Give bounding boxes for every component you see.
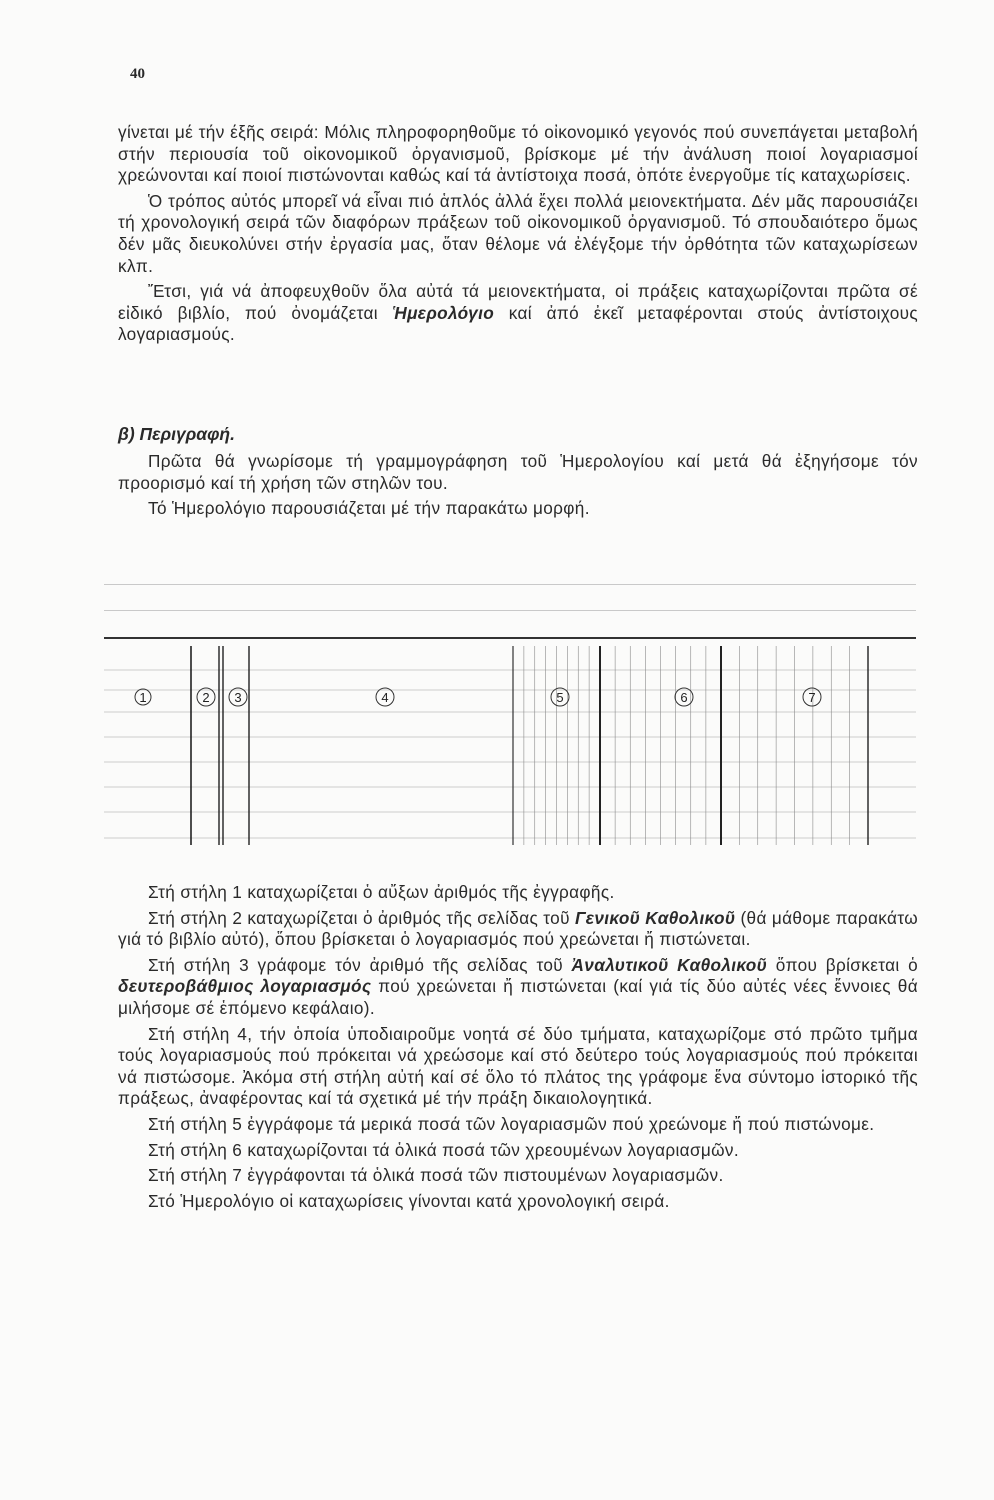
intro-paragraph-1: γίνεται μέ τήν έξῆς σειρά: Μόλις πληροφορηθοῦμε τό οἰκονομικό γεγονός πού συνεπάγεται μεταβολή στήν περιουσία τοῦ οἰκονομικοῦ ὀργανισμοῦ, βρίσκομε μέ τήν ἀνάλυση ποιοί λογαριασμοί χρεώνονται καί ποιοί πιστώνονται καθώς καί τά ἀντίστοιχα ποσά, ὁπότε ἐνεργοῦμε τίς καταχωρίσεις. [118,122,918,186]
column-number-3 [229,688,247,706]
column-3-part-2: ὅπου βρίσκεται ὁ [767,954,919,975]
column-number-5-label: 5 [556,690,564,705]
column-number-3-label: 3 [234,690,242,705]
column-7-paragraph: Στή στήλη 7 ἐγγράφονται τά ὁλικά ποσά τῶν πιστουμένων λογαριασμῶν. [148,1165,724,1186]
closing-paragraph: Στό Ἡμερολόγιο οἱ καταχωρίσεις γίνονται κατά χρονολογική σειρά. [148,1190,670,1211]
column-3-part-3: πού χρεώνεται ἤ πιστώνεται (καί γιά τίς δύο αὐτές νέες ἔννοιες θά μιλήσομε σέ ἑπόμενο κεφάλαιο). [118,976,918,1018]
intro-paragraph-3-part-1: Ἔτσι, γιά νά ἀποφευχθοῦν ὅλα αὐτά τά μειονεκτήματα, οἱ πράξεις καταχωρίζονται πρῶτα σέ εἰδικό βιβλίο, πού ὀνομάζεται [118,281,918,323]
section-heading: β) Περιγραφή. [118,424,235,444]
column-5-paragraph: Στή στήλη 5 ἐγγράφομε τά μερικά ποσά τῶν λογαριασμῶν πού χρεώνομε ἤ πού πιστώνομε. [148,1113,875,1134]
column-number-5 [551,688,569,706]
column-number-4-label: 4 [381,690,389,705]
description-paragraph-1: Πρῶτα θά γνωρίσομε τή γραμμογράφηση τοῦ Ἡμερολογίου καί μετά θά ἐξηγήσομε τόν προορισμό καί τή χρήση τῶν στηλῶν του. [118,451,918,493]
column-4-paragraph: Στή στήλη 4, τήν ὁποία ὑποδιαιροῦμε νοητά σέ δύο τμήματα, καταχωρίζομε στό πρῶτο τμῆμα τούς λογαριασμούς πού πρόκειται νά χρεώσομε καί στό δεύτερο τούς λογαριασμούς πού πρόκειται νά πιστώσομε. Ἀκόμα στή στήλη αὐτή καί σέ ὅλο τό πλάτος της γράφομε ἕνα σύντομο ἱστορικό τῆς πράξεως, ἀναφέροντας καί τά σχετικά μέ τήν πράξη δικαιολογητικά. [118,1023,918,1109]
page-number: 40 [130,66,145,82]
emphasis-deuterovathmios: δευτεροβάθμιος λογαριασμός [118,976,372,997]
column-1-paragraph: Στή στήλη 1 καταχωρίζεται ὁ αὔξων ἀριθμός τῆς ἐγγραφῆς. [148,882,615,902]
column-number-4 [376,688,394,706]
column-number-7-label: 7 [808,690,816,705]
column-number-6 [675,688,693,706]
journal-grid [104,646,916,845]
column-number-1 [135,689,151,705]
column-3-paragraph [118,955,918,1020]
intro-paragraph-3-part-2: καί ἀπό ἐκεῖ μεταφέρονται στούς ἀντίστοιχους λογαριασμούς. [118,302,918,345]
description-paragraph-2: Τό Ἡμερολόγιο παρουσιάζεται μέ τήν παρακάτω μορφή. [148,498,590,519]
column-number-1-label: 1 [139,690,147,705]
column-3-part-1: Στή στήλη 3 γράφομε τόν ἀριθμό τῆς σελίδας τοῦ [148,954,572,975]
column-number-6-label: 6 [680,690,688,705]
columns-section [118,882,918,1212]
journal-column-numbers [135,688,821,706]
column-6-paragraph: Στή στήλη 6 καταχωρίζονται τά ὁλικά ποσά τῶν χρεουμένων λογαριασμῶν. [148,1139,739,1160]
column-2-paragraph [118,908,918,951]
emphasis-hmerologio: Ἡμερολόγιο [392,302,495,323]
column-2-part-2: (θά μάθομε παρακάτω γιά τό βιβλίο αὐτό), ὅπου βρίσκεται ὁ λογαριασμός πού χρεώνεται ἤ πιστώνεται. [118,907,918,950]
column-number-7 [803,688,821,706]
intro-paragraph-2: Ὁ τρόπος αὐτός μπορεῖ νά εἶναι πιό ἁπλός ἀλλά ἔχει πολλά μειονεκτήματα. Δέν μᾶς παρουσιάζει τή χρονολογική σειρά τῶν διαφόρων πράξεων τοῦ οἰκονομικοῦ ὀργανισμοῦ. Τό σπουδαιότερο ὅμως δέν μᾶς διευκολύνει στήν ἐργασία μας, ὅταν θέλομε νά ἐλέγξομε τήν ὀρθότητα τῶν καταχωρίσεων κλπ. [118,190,918,276]
emphasis-analytiko-katholiko: Ἀναλυτικοῦ Καθολικοῦ [571,954,768,975]
column-2-part-1: Στή στήλη 2 καταχωρίζεται ὁ ἀριθμός τῆς σελίδας τοῦ [148,907,575,928]
column-number-2 [197,688,215,706]
emphasis-geniko-katholiko: Γενικοῦ Καθολικοῦ [574,907,736,928]
column-number-2-label: 2 [202,690,210,705]
